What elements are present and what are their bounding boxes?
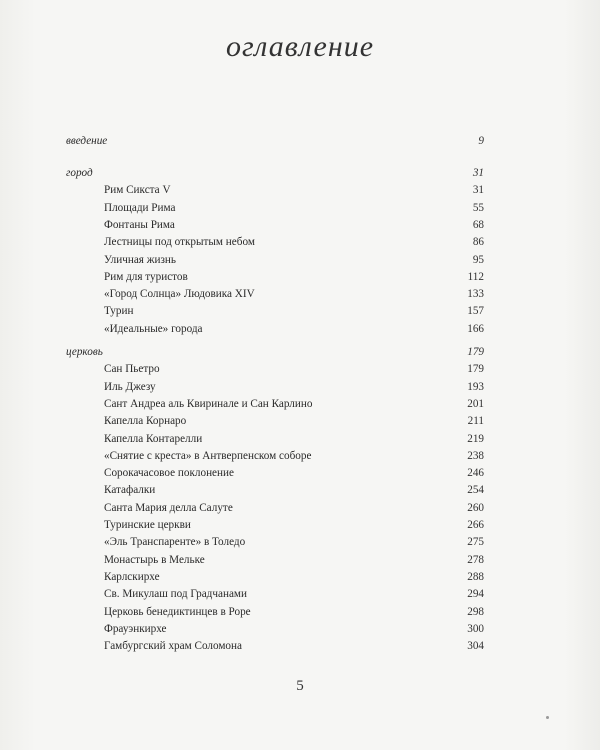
toc-entry-page: 266 xyxy=(467,519,484,531)
toc-entry-page: 288 xyxy=(467,570,484,583)
toc-entry-label: «Снятие с креста» в Антверпенском соборе xyxy=(104,449,312,462)
toc-entry xyxy=(66,534,484,550)
toc-entry xyxy=(66,182,484,198)
toc-entry-page: 95 xyxy=(472,253,484,266)
toc-entry-label: Церковь бенедиктинцев в Роре xyxy=(104,605,251,618)
toc-entry xyxy=(66,465,484,481)
toc-entry-label: Карлскирхе xyxy=(104,570,160,583)
toc-entry xyxy=(66,217,484,233)
toc-entry-page: 260 xyxy=(467,501,484,514)
toc-entry xyxy=(66,321,484,337)
toc-entry-label: Сан Пьетро xyxy=(104,363,160,376)
toc-entry-page: 211 xyxy=(467,415,484,428)
toc-entry xyxy=(66,396,484,412)
toc-entry-page: 133 xyxy=(467,288,484,301)
toc-entry-page: 294 xyxy=(467,588,484,601)
toc-entry-page: 193 xyxy=(467,380,484,393)
toc-entry-page: 298 xyxy=(467,605,484,618)
toc-entry xyxy=(66,361,484,377)
page-number: 5 xyxy=(296,678,304,694)
toc-entry xyxy=(66,500,484,516)
toc-entry xyxy=(66,517,484,533)
toc-entry-page: 68 xyxy=(472,218,484,231)
toc-entry-label: Катафалки xyxy=(104,484,156,497)
toc-entry xyxy=(66,200,484,216)
toc-entry xyxy=(66,482,484,498)
toc-entry-page: 275 xyxy=(467,536,484,549)
toc-entry-label: Капелла Корнаро xyxy=(104,415,187,428)
toc-entry xyxy=(66,621,484,637)
toc-entry-page: 238 xyxy=(467,449,484,462)
toc-entry-page: 304 xyxy=(467,640,484,653)
toc-entry-page: 55 xyxy=(472,201,484,214)
toc-entry xyxy=(66,413,484,429)
toc-section xyxy=(66,344,484,360)
toc-section-label: введение xyxy=(66,135,108,147)
toc-entry-label: Лестницы под открытым небом xyxy=(104,236,255,249)
toc-section-label: город xyxy=(66,167,93,179)
toc-section xyxy=(66,165,484,181)
toc-entry xyxy=(66,286,484,302)
toc-entry-label: Монастырь в Мельке xyxy=(104,553,205,566)
toc-entry-label: Фонтаны Рима xyxy=(104,218,175,231)
page-title: оглавление xyxy=(225,30,375,63)
toc-entry-label: Рим для туристов xyxy=(104,270,188,283)
toc-entry xyxy=(66,379,484,395)
toc-entry-page: 300 xyxy=(467,622,484,635)
toc-entry xyxy=(66,638,484,654)
toc-entry-page: 31 xyxy=(472,184,484,197)
toc-section-page: 9 xyxy=(478,135,484,147)
toc-entry xyxy=(66,252,484,268)
toc-entry-page: 166 xyxy=(467,322,484,335)
toc-entry-label: Иль Джезу xyxy=(104,380,156,393)
toc-entry-page: 179 xyxy=(467,363,484,376)
toc-section xyxy=(66,133,484,149)
toc-entry-page: 246 xyxy=(467,467,484,480)
toc-entry-page: 112 xyxy=(467,270,484,283)
toc-entry-label: Сорокачасовое поклонение xyxy=(104,467,234,480)
toc-entry-label: «Идеальные» города xyxy=(104,322,203,335)
toc-entry-label: Туринские церкви xyxy=(104,519,191,531)
toc-entry xyxy=(66,586,484,602)
toc-entry xyxy=(66,569,484,585)
toc-entry-label: Св. Микулаш под Градчанами xyxy=(104,588,247,601)
toc-entry xyxy=(66,303,484,319)
toc-entry-page: 278 xyxy=(467,553,484,566)
toc-entry-page: 219 xyxy=(467,432,484,445)
toc-entry-label: «Город Солнца» Людовика XIV xyxy=(104,288,255,301)
toc-entry xyxy=(66,604,484,620)
toc-section-label: церковь xyxy=(66,346,103,358)
toc-entry-page: 254 xyxy=(467,484,484,497)
toc-entry-label: Гамбургский храм Соломона xyxy=(104,640,242,653)
toc-entry-label: Санта Мария делла Салуте xyxy=(104,501,233,514)
toc-entry xyxy=(66,552,484,568)
toc-entry xyxy=(66,431,484,447)
toc-section-page: 179 xyxy=(467,346,484,358)
toc-entry-page: 201 xyxy=(467,397,484,410)
toc-entry-label: Капелла Контарелли xyxy=(104,432,203,445)
toc-entry-label: Турин xyxy=(104,305,134,318)
toc-entry-label: «Эль Транспаренте» в Толедо xyxy=(104,536,246,549)
toc-entry xyxy=(66,448,484,464)
paper-speck xyxy=(546,716,549,719)
toc-entry-label: Рим Сикста V xyxy=(104,184,171,197)
toc-section-page: 31 xyxy=(472,167,484,179)
toc-entry xyxy=(66,234,484,250)
toc-entry-page: 157 xyxy=(467,305,484,318)
toc-entry-label: Сант Андреа аль Квиринале и Сан Карлино xyxy=(104,397,313,410)
toc-entry-page: 86 xyxy=(472,236,484,249)
toc-entry-label: Площади Рима xyxy=(104,201,176,214)
toc-entry xyxy=(66,269,484,285)
toc-entry-label: Фрауэнкирхе xyxy=(104,622,167,635)
toc-entry-label: Уличная жизнь xyxy=(104,253,176,266)
